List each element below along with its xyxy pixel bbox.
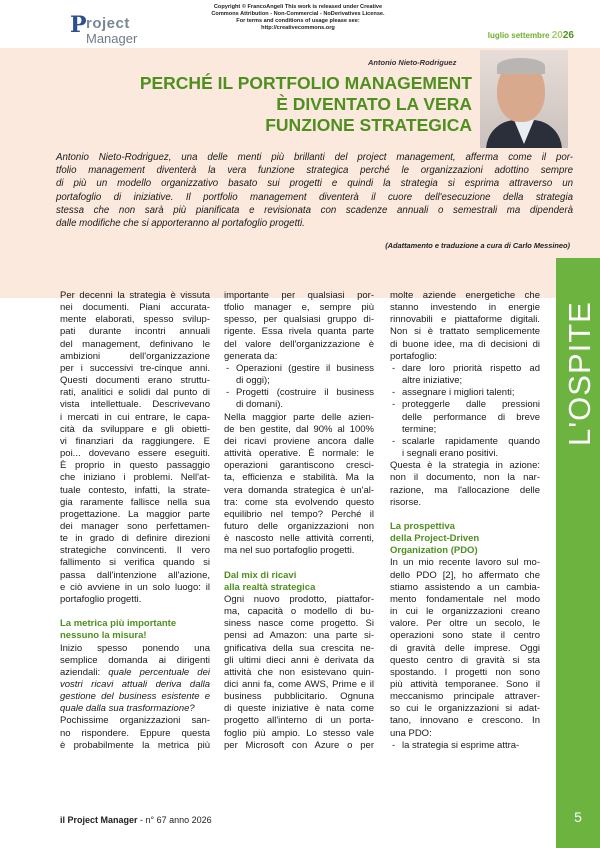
- body-line: portafoglio:: [390, 350, 438, 362]
- body-line: vostri ricavi attuali deriva dalla: [60, 679, 210, 690]
- issue-year-part-b: 26: [562, 30, 574, 41]
- body-line: spostando. I progetti non sono: [390, 666, 540, 678]
- bullet-marker: -: [226, 362, 230, 374]
- body-line: equilibrio nel tempo? Perché il: [224, 508, 374, 520]
- body-line: portafoglio progetti.: [60, 593, 142, 605]
- section-label: L'OSPITE: [562, 301, 597, 446]
- body-line: dello PDO [2], ho affermato che: [390, 569, 540, 581]
- body-line: e ciò avviene in un solo luogo: il: [60, 581, 210, 593]
- body-line: di queste iniziative è nata come: [224, 703, 374, 715]
- body-line: progetto all'interno di un porta-: [224, 715, 374, 727]
- body-line: Inizio spesso ponendo una: [60, 642, 210, 654]
- logo-letter: P: [70, 12, 87, 38]
- body-line: progettazione. La maggior parte: [60, 508, 210, 520]
- body-line: foglio più ampio. Lo stesso vale: [224, 727, 374, 739]
- footer-magazine-name: il Project Manager: [60, 815, 138, 825]
- body-line: aziendali: quale percentuale dei: [60, 666, 210, 678]
- section-heading: nessuno la misura!: [60, 630, 147, 642]
- body-line: stiamo assistendo a un cambia-: [390, 581, 540, 593]
- body-line: tuale contesto, infatti, la strate-: [60, 484, 210, 496]
- body-line: ma, capacità o modello di bu-: [224, 606, 374, 618]
- bullet-item: - Operazioni (gestire il business: [226, 362, 374, 374]
- body-line: vi finanziari da raggiungere. E: [60, 435, 210, 447]
- paragraph-gap: [390, 509, 540, 521]
- body-line: dei manager sono perfettamen-: [60, 520, 210, 532]
- bullet-marker: -: [392, 399, 396, 411]
- section-label-wrap: [554, 250, 600, 450]
- article-lead: [56, 151, 573, 230]
- body-line: Ogni nuovo prodotto, piattafor-: [224, 593, 374, 605]
- body-column-3: [390, 290, 540, 752]
- body-line: tano, innovano e crescono. In: [390, 715, 540, 727]
- body-line: operazioni sono state il centro: [390, 630, 540, 642]
- body-line: de ben gestite, dal 90% al 100%: [224, 423, 374, 435]
- copyright-notice: [188, 4, 408, 32]
- author-byline: Antonio Nieto-Rodriguez: [368, 58, 457, 67]
- lead-line: stessa che non sarà più pianificata e revisionata con scadenze annuali o semestrali ma dipenderà: [56, 204, 573, 216]
- title-line: È DIVENTATO LA VERA: [276, 94, 472, 114]
- body-line: di buone idee, ma di decisioni di: [390, 338, 540, 350]
- issue-year-part-a: 20: [551, 30, 563, 41]
- section-heading: La prospettiva: [390, 520, 455, 532]
- bullet-marker: -: [226, 387, 230, 399]
- logo-word-roject: roject: [86, 15, 130, 32]
- body-line: gnificativa della sua crescita ne-: [224, 642, 374, 654]
- body-line: mente elaborati, spesso svilup-: [60, 314, 210, 326]
- body-line: fallimento si verifica quando si: [60, 557, 210, 569]
- body-line: passa dall'intenzione all'azione,: [60, 569, 210, 581]
- body-line: semplice domanda ai dirigenti: [60, 654, 210, 666]
- body-line: attività operative. È normale: le: [224, 448, 374, 460]
- bullet-item-continued: altre iniziative;: [402, 375, 463, 387]
- body-line: Per decenni la strategia è vissuta: [60, 290, 210, 301]
- copyright-link[interactable]: http://creativecommons.org: [261, 25, 335, 31]
- lead-line: dalle modifiche che si apporteranno al portafoglio progetti.: [56, 218, 305, 230]
- body-line: business pubblicitario. Ognuna: [224, 691, 374, 703]
- body-line: ma nel suo portafoglio progetti.: [224, 545, 355, 557]
- copyright-line: Copyright © FrancoAngeli This work is released under Creative: [213, 4, 383, 10]
- paragraph-gap: [224, 557, 374, 569]
- body-line: È proprio in questo passaggio: [60, 460, 210, 472]
- body-line: attività che non esistevano quin-: [224, 666, 374, 678]
- body-line: vista intellettuale. Descrivevano: [60, 399, 210, 411]
- body-line: strategiche convincenti. Il vero: [60, 545, 210, 557]
- bullet-marker: -: [392, 739, 396, 751]
- project-manager-logo: [70, 14, 150, 44]
- bullet-item: - Progetti (costruire il business: [226, 387, 374, 399]
- body-line: ta, efficienza e stabilità. Ma la: [224, 472, 374, 484]
- bullet-item-continued: di domani).: [236, 399, 283, 411]
- body-line: pensi ad Amazon: una parte si-: [224, 630, 374, 642]
- bullet-marker: -: [392, 387, 396, 399]
- body-line: poi... dovevano essere eseguiti.: [60, 448, 210, 460]
- body-line: so cui le organizzazioni si adat-: [390, 703, 540, 715]
- body-line: dici anni fa, come AWS, Prime e il: [224, 679, 374, 690]
- body-line: Questa è la strategia in azione:: [390, 460, 540, 472]
- body-line: stanno investendo in energie: [390, 302, 540, 314]
- bullet-item-continued: termine;: [402, 423, 437, 435]
- bullet-item: - scalarle rapidamente quando: [392, 435, 540, 447]
- section-label-svg: [554, 250, 600, 450]
- body-line: Non si è trattato semplicemente: [390, 326, 540, 338]
- body-line: questo centro di gravità si sta: [390, 654, 540, 666]
- body-line: di gravità delle imprese. Oggi: [390, 642, 540, 654]
- body-line: no rispondere. Eppure questa: [60, 727, 210, 739]
- body-line: futuro delle organizzazioni non: [224, 520, 374, 532]
- issue-months: luglio settembre: [487, 31, 550, 40]
- page-number: 5: [556, 803, 600, 848]
- body-line: vera domanda strategica è un'al-: [224, 484, 374, 496]
- lead-line: Antonio Nieto-Rodriguez, una delle menti più brillanti del project management, afferma come il por-: [56, 152, 573, 163]
- body-line: rati, analitici e solidi dal punto di: [60, 387, 210, 399]
- body-line: in cui le organizzazioni creano: [390, 606, 540, 618]
- bullet-marker: -: [392, 362, 396, 374]
- body-line: valore. Per oltre un secolo, le: [390, 618, 540, 630]
- photo-hair-shape: [497, 58, 545, 74]
- section-heading: La metrica più importante: [60, 618, 177, 630]
- bullet-item: - la strategia si esprime attra-: [392, 739, 520, 751]
- body-line: Questi documenti erano struttu-: [60, 375, 210, 387]
- lead-line: di più un modello organizzativo basato sui progetti e quindi la strategia si esprima attraverso un: [56, 178, 573, 190]
- body-line: è nascosto nelle attività correnti,: [224, 533, 374, 545]
- body-line: nei documenti. Piani accurata-: [60, 302, 210, 314]
- body-line: siness nasce come progetto. Si: [224, 618, 374, 630]
- body-line: importante per qualsiasi por-: [224, 290, 374, 301]
- body-line: Pochissime organizzazioni san-: [60, 715, 210, 727]
- issue-year: [552, 30, 574, 41]
- lead-line: tfolio management diventerà la vera funzione strategica perché le organizzazioni adottino sempre: [56, 165, 573, 177]
- body-line: rinnovabili e piattaforme digitali.: [390, 314, 540, 326]
- body-line: una PDO:: [390, 727, 432, 739]
- translation-credit: (Adattamento e traduzione a cura di Carlo Messineo): [385, 241, 570, 250]
- body-line: quale dalla sua trasformazione?: [60, 703, 195, 715]
- body-line: i mercati in cui entrare, le capa-: [60, 411, 210, 423]
- body-line: spesso, per qualsiasi gruppo di-: [224, 314, 374, 326]
- title-line: PERCHÉ IL PORTFOLIO MANAGEMENT: [139, 73, 472, 93]
- footer-issue: - n° 67 anno 2026: [137, 815, 212, 825]
- article-title: [96, 73, 472, 136]
- page-footer: [60, 815, 212, 825]
- bullet-item-continued: di oggi);: [236, 375, 270, 387]
- section-heading: Dal mix di ricavi: [224, 569, 297, 581]
- body-line: rigente. Essa rivela quanta parte: [224, 326, 374, 338]
- body-line: per Microsoft con Azure o per: [224, 739, 374, 751]
- body-line: operazioni garantiscono cresci-: [224, 460, 374, 472]
- page-header: [0, 0, 600, 50]
- body-line: gli ultimi dieci anni è derivata da: [224, 654, 374, 666]
- body-line: gestione del business esistente e: [60, 691, 210, 703]
- body-line: meccanismo principale attraver-: [390, 691, 540, 703]
- body-column-1: [60, 290, 210, 752]
- body-line: te in grado di definire direzioni: [60, 533, 210, 545]
- body-line: del management, definivano le: [60, 338, 210, 350]
- body-line: Nella maggior parte delle azien-: [224, 411, 374, 423]
- section-heading: alla realtà strategica: [224, 581, 316, 593]
- bullet-item: - dare loro priorità rispetto ad: [392, 362, 540, 374]
- body-line: mento fondamentale nel modo: [390, 593, 540, 605]
- body-line: dei ricavi proviene ancora dalle: [224, 435, 374, 447]
- body-line: molte aziende energetiche che: [390, 290, 540, 301]
- body-line: pati durante incontri annuali: [60, 326, 210, 338]
- body-line: del valore dell'organizzazione è: [224, 338, 374, 350]
- issue-date: [488, 30, 574, 41]
- body-line: risorse.: [390, 496, 422, 508]
- body-line: razione, ma l'allocazione delle: [390, 484, 540, 496]
- body-column-2: [224, 290, 374, 752]
- body-line: è probabilmente la metrica più: [60, 739, 210, 751]
- section-heading: Organization (PDO): [390, 545, 478, 557]
- bullet-item: - proteggerle dalle pressioni: [392, 399, 540, 411]
- bullet-item-continued: delle performance di breve: [402, 411, 540, 423]
- body-line: per i successivi tre-cinque anni.: [60, 362, 210, 374]
- title-line: FUNZIONE STRATEGICA: [265, 115, 472, 135]
- logo-word-manager: Manager: [86, 31, 138, 46]
- body-line: tra: come sta evolvendo questo: [224, 496, 374, 508]
- bullet-marker: -: [392, 435, 396, 447]
- body-line: gia raramente fallisce nella sua: [60, 496, 210, 508]
- paragraph-gap: [60, 606, 210, 618]
- copyright-line: For terms and conditions of usage please see:: [236, 18, 360, 24]
- author-photo: [480, 50, 568, 148]
- body-line: tfolio manager e, sempre più: [224, 302, 374, 314]
- lead-line: portafoglio di iniziative. Il portfolio management diventerà il cuore dell'esecuzione della strategia: [56, 191, 573, 203]
- italic-phrase: quale percentuale dei: [108, 666, 210, 678]
- body-line: cità da sviluppare e gli obietti-: [60, 423, 210, 435]
- body-line: che iniziano i problemi. Nell'at-: [60, 472, 210, 484]
- bullet-item: - assegnare i migliori talenti;: [392, 387, 515, 399]
- body-line: In un mio recente lavoro sul mo-: [390, 557, 540, 569]
- body-line: ambizioni dell'organizzazione: [60, 350, 210, 362]
- body-line: generata da:: [224, 350, 278, 362]
- section-sidebar: [556, 258, 600, 823]
- section-heading: della Project-Driven: [390, 533, 480, 545]
- bullet-item-continued: i segnali erano positivi.: [402, 448, 499, 460]
- body-line: non il documento, non la nar-: [390, 472, 540, 484]
- copyright-line: Commons Attribution - Non-Commercial - NoDerivatives License.: [211, 11, 385, 17]
- body-line: più attività temporanee. Sono il: [390, 679, 540, 690]
